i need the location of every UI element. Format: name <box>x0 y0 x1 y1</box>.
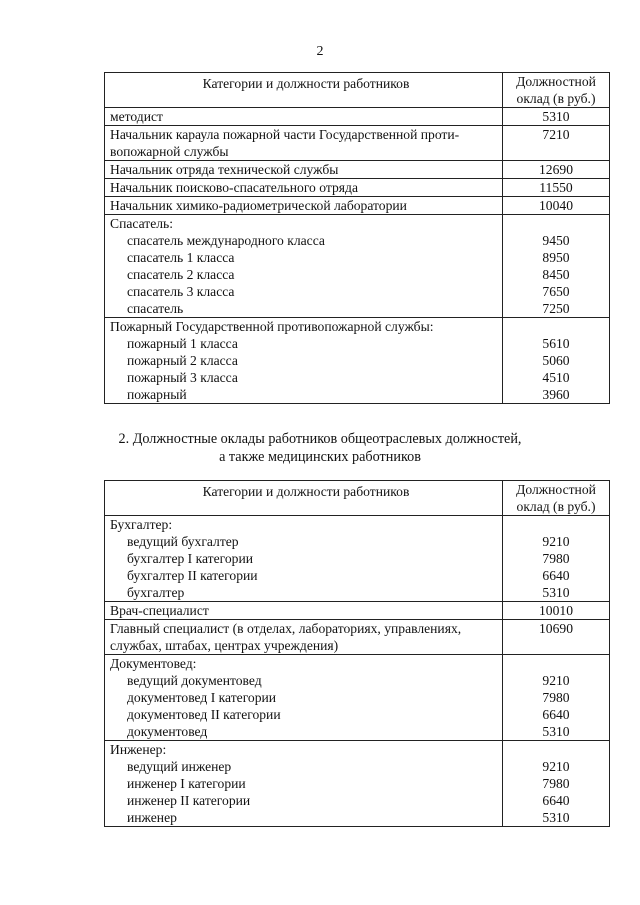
salary-value: 7250 <box>542 301 570 316</box>
group-positions <box>105 516 503 602</box>
group-positions <box>105 655 503 741</box>
salary-value: 8950 <box>542 250 570 265</box>
header-salary <box>503 481 610 516</box>
table-group-rescuer <box>105 215 610 318</box>
salary-value: 7980 <box>542 776 570 791</box>
salary-value: 10040 <box>503 197 610 215</box>
list-item: инженер II категории <box>127 793 251 808</box>
group-values <box>503 215 610 318</box>
group-title: Спасатель: <box>110 216 173 231</box>
salary-value: 10010 <box>503 602 610 620</box>
position-name: методист <box>105 108 503 126</box>
list-item: документовед II категории <box>127 707 281 722</box>
position-name-line2: службах, штабах, центрах учреждения) <box>110 638 339 653</box>
table-row <box>105 179 610 197</box>
group-values <box>503 741 610 827</box>
table-row <box>105 197 610 215</box>
position-name-line1: Начальник караула пожарной части Государственной проти- <box>110 127 460 142</box>
list-item: спасатель 2 класса <box>127 267 235 282</box>
salary-value: 5310 <box>542 724 570 739</box>
table-header-row <box>105 73 610 108</box>
salary-value: 7650 <box>542 284 570 299</box>
position-name <box>105 620 503 655</box>
table-row <box>105 620 610 655</box>
salary-value: 9450 <box>542 233 570 248</box>
salary-value: 9210 <box>542 759 570 774</box>
table-group-documentalist <box>105 655 610 741</box>
salary-value: 6640 <box>542 793 570 808</box>
section-title-line2: а также медицинских работников <box>219 449 421 465</box>
section-title <box>0 430 640 466</box>
header-salary-line1: Должностной <box>516 482 596 497</box>
header-salary-line2: оклад (в руб.) <box>516 91 596 106</box>
position-name: Врач-специалист <box>105 602 503 620</box>
salary-value: 12690 <box>503 161 610 179</box>
group-values <box>503 318 610 404</box>
salary-value: 11550 <box>503 179 610 197</box>
salary-value: 9210 <box>542 534 570 549</box>
list-item: бухгалтер <box>127 585 185 600</box>
salary-value: 7980 <box>542 551 570 566</box>
header-salary-line2: оклад (в руб.) <box>516 499 596 514</box>
salary-value: 5610 <box>542 336 570 351</box>
list-item: инженер I категории <box>127 776 246 791</box>
salary-value: 5310 <box>503 108 610 126</box>
table-row <box>105 108 610 126</box>
salary-value: 7980 <box>542 690 570 705</box>
header-category: Категории и должности работников <box>105 73 503 108</box>
list-item: пожарный 2 класса <box>127 353 238 368</box>
list-item: ведущий инженер <box>127 759 232 774</box>
salary-value: 3960 <box>542 387 570 402</box>
header-salary <box>503 73 610 108</box>
salary-table-2 <box>104 480 610 827</box>
salary-value: 5310 <box>542 810 570 825</box>
group-title: Бухгалтер: <box>110 517 173 532</box>
list-item: пожарный <box>127 387 187 402</box>
group-values <box>503 516 610 602</box>
salary-value: 5060 <box>542 353 570 368</box>
position-name-line1: Главный специалист (в отделах, лабораториях, управлениях, <box>110 621 462 636</box>
page-number: 2 <box>316 44 324 59</box>
list-item: документовед I категории <box>127 690 277 705</box>
list-item: спасатель 1 класса <box>127 250 235 265</box>
list-item: ведущий документовед <box>127 673 262 688</box>
salary-table-1 <box>104 72 610 404</box>
group-positions <box>105 318 503 404</box>
table-group-engineer <box>105 741 610 827</box>
list-item: документовед <box>127 724 208 739</box>
group-title: Пожарный Государственной противопожарной службы: <box>110 319 434 334</box>
list-item: спасатель международного класса <box>127 233 325 248</box>
list-item: спасатель 3 класса <box>127 284 235 299</box>
table-row <box>105 602 610 620</box>
position-name: Начальник химико-радиометрической лаборатории <box>105 197 503 215</box>
table-group-accountant <box>105 516 610 602</box>
salary-value: 10690 <box>503 620 610 655</box>
table-group-firefighter <box>105 318 610 404</box>
salary-value: 6640 <box>542 707 570 722</box>
group-values <box>503 655 610 741</box>
list-item: пожарный 3 класса <box>127 370 238 385</box>
list-item: бухгалтер II категории <box>127 568 258 583</box>
table-row <box>105 126 610 161</box>
header-salary-line1: Должностной <box>516 74 596 89</box>
list-item: спасатель <box>127 301 184 316</box>
position-name: Начальник отряда технической службы <box>105 161 503 179</box>
position-name <box>105 126 503 161</box>
group-positions <box>105 741 503 827</box>
group-title: Документовед: <box>110 656 197 671</box>
list-item: инженер <box>127 810 177 825</box>
salary-value: 8450 <box>542 267 570 282</box>
section-title-line1: 2. Должностные оклады работников общеотраслевых должностей, <box>118 431 522 447</box>
salary-value: 7210 <box>503 126 610 161</box>
list-item: ведущий бухгалтер <box>127 534 239 549</box>
list-item: пожарный 1 класса <box>127 336 238 351</box>
list-item: бухгалтер I категории <box>127 551 254 566</box>
salary-value: 4510 <box>542 370 570 385</box>
salary-value: 6640 <box>542 568 570 583</box>
table-row <box>105 161 610 179</box>
table-header-row <box>105 481 610 516</box>
header-category: Категории и должности работников <box>105 481 503 516</box>
group-positions <box>105 215 503 318</box>
position-name: Начальник поисково-спасательного отряда <box>105 179 503 197</box>
salary-value: 5310 <box>542 585 570 600</box>
salary-value: 9210 <box>542 673 570 688</box>
position-name-line2: вопожарной службы <box>110 144 229 159</box>
group-title: Инженер: <box>110 742 167 757</box>
